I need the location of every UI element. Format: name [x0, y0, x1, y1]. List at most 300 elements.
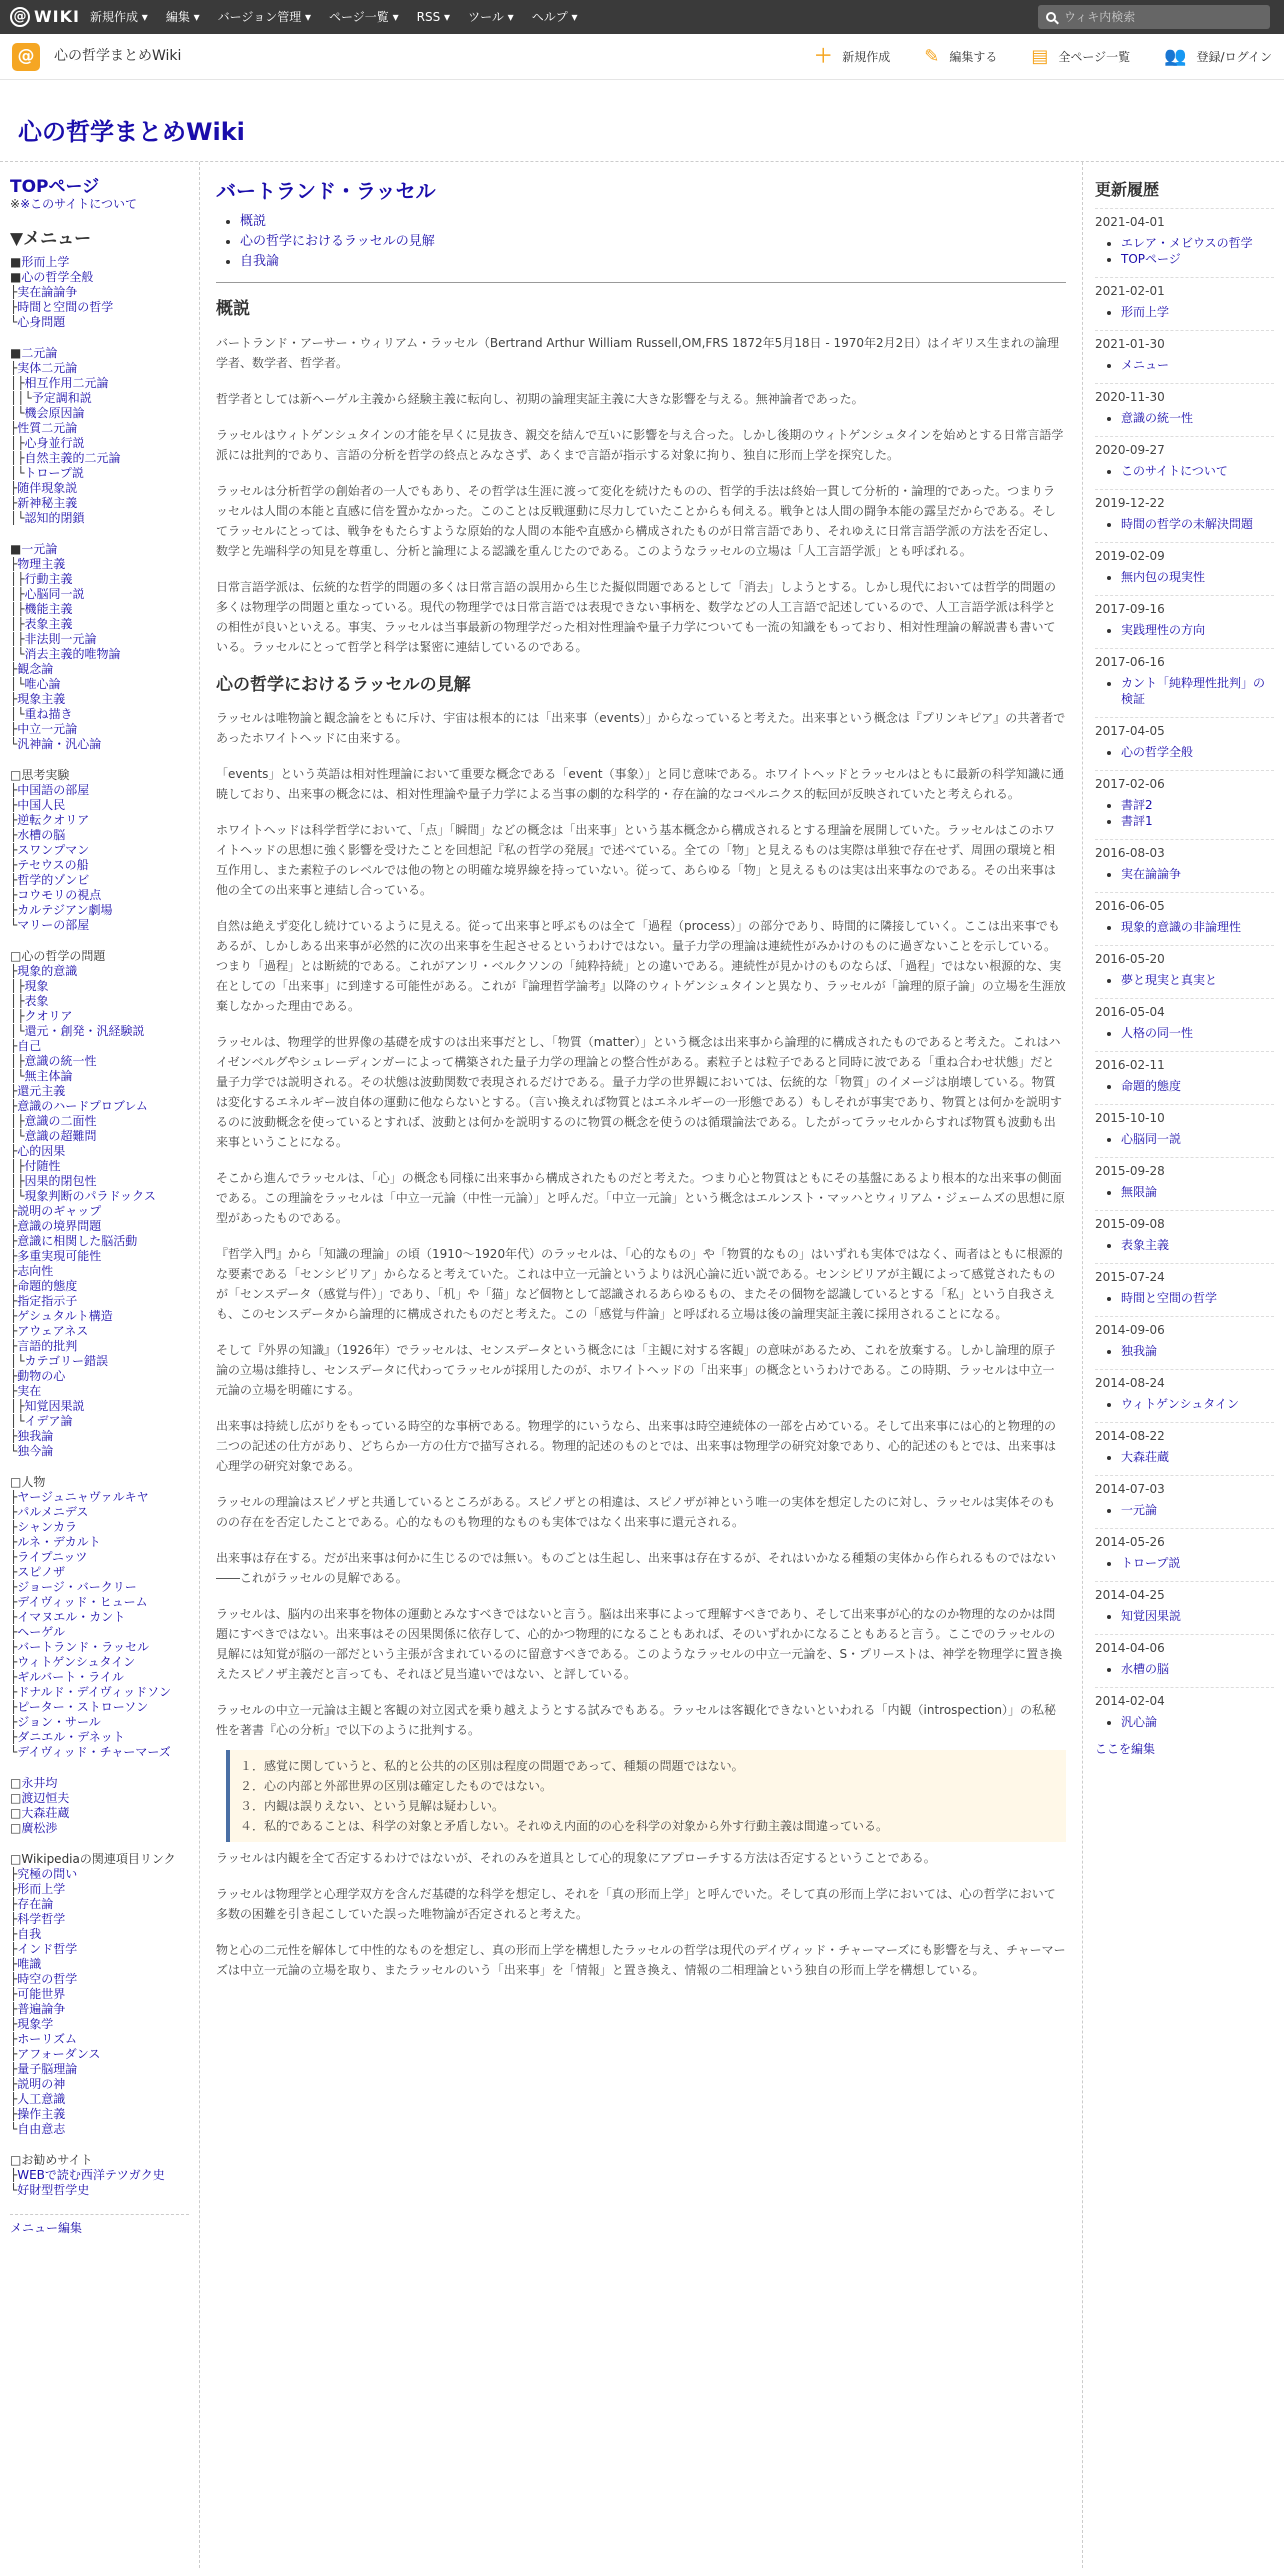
paragraph: 物と心の二元性を解体して中性的なものを想定し、真の形而上学を構想したラッセルの哲学は現代のデイヴィッド・チャーマーズにも影響を与え、チャーマーズは中立一元論の立場を取り、またラッセルのいう「出来事」を「情報」と置き換え、情報の二相理論という独自の形而上学を構想している。	[216, 1943, 1066, 1977]
sidebar-link[interactable]: イデア論	[24, 1414, 73, 1428]
sidebar-group-label: 心の哲学の問題	[21, 949, 106, 963]
sidebar-link[interactable]: 予定調和説	[31, 391, 92, 405]
sidebar-link[interactable]: 心の哲学全般	[21, 270, 94, 284]
sidebar-item	[10, 2062, 189, 2077]
recent-change-link[interactable]: 書評1	[1121, 814, 1153, 828]
recent-change-items	[1095, 1661, 1274, 1677]
sidebar-item	[10, 1655, 189, 1670]
sidebar-item	[10, 1535, 189, 1550]
recent-change-date: 2021-04-01	[1095, 208, 1274, 231]
sidebar-item	[10, 285, 189, 300]
sidebar-link[interactable]: 唯識	[17, 1957, 42, 1971]
tree-marker: ├	[10, 813, 18, 827]
sidebar-item	[10, 1309, 189, 1324]
recent-change-item	[1121, 1608, 1274, 1624]
recent-change-date: 2015-09-08	[1095, 1210, 1274, 1233]
tree-marker: ├	[10, 1610, 18, 1624]
sidebar-link[interactable]: 中立一元論	[17, 722, 78, 736]
tree-marker: │├	[10, 602, 25, 616]
new-page-button[interactable]	[814, 48, 890, 66]
sidebar-link[interactable]: 量子脳理論	[17, 2062, 78, 2076]
sidebar-item	[10, 1204, 189, 1219]
sidebar-group-label: 思考実験	[21, 768, 70, 782]
sidebar-link[interactable]: 好財型哲学史	[17, 2183, 90, 2197]
recent-change-link[interactable]: 知覚因果説	[1121, 1609, 1182, 1623]
sidebar-link[interactable]: アウェアネス	[17, 1324, 89, 1338]
recent-change-link[interactable]: 水槽の脳	[1121, 1662, 1170, 1676]
paragraph: ラッセルは唯物論と観念論をともに斥け、宇宙は根本的には「出来事（events）」からなっていると考えた。出来事という概念は『プリンキピア』の共著者であったホワイトヘッドに由来する。	[216, 711, 1066, 745]
recent-change-items	[1095, 357, 1274, 373]
recent-change-link[interactable]: 無内包の現実性	[1121, 570, 1206, 584]
site-logo-icon[interactable]: @	[12, 43, 40, 71]
recent-change-link[interactable]: 汎心論	[1121, 1715, 1158, 1729]
sidebar-link[interactable]: 意識の二面性	[24, 1114, 97, 1128]
sidebar-link[interactable]: 時間と空間の哲学	[17, 300, 114, 314]
recent-change-link[interactable]: 実在論論争	[1121, 867, 1182, 881]
recent-change-item	[1121, 463, 1274, 479]
right-sidebar	[1082, 162, 1284, 2568]
all-pages-button[interactable]	[1031, 48, 1130, 66]
sidebar-link[interactable]: カテゴリー錯誤	[24, 1354, 108, 1368]
tree-marker: │└	[10, 466, 25, 480]
paragraph: 哲学者としては新ヘーゲル主義から経験主義に転向し、初期の論理実証主義に大きな影響を与える。無神論者であった。	[216, 391, 864, 406]
sidebar-item	[10, 1279, 189, 1294]
sidebar-item	[10, 1069, 189, 1084]
sidebar-link[interactable]: 知覚因果説	[24, 1399, 85, 1413]
recent-change-item	[1121, 1131, 1274, 1147]
site-name[interactable]: 心の哲学まとめWiki	[54, 48, 182, 64]
sidebar-item	[10, 511, 189, 526]
sidebar-link[interactable]: イマヌエル・カント	[17, 1610, 126, 1624]
sidebar-link[interactable]: 究極の問い	[17, 1867, 78, 1881]
menu-version[interactable]: バージョン管理 ▾	[218, 8, 311, 26]
tree-marker: ├	[10, 1520, 18, 1534]
sidebar-link[interactable]: マリーの部屋	[17, 918, 90, 932]
toc-link[interactable]: 概説	[240, 214, 267, 229]
sidebar-item	[10, 346, 189, 361]
logo-text: WIKI	[34, 7, 80, 26]
sidebar-link[interactable]: WEBで読む西洋テツガク史	[17, 2168, 165, 2182]
sidebar-link[interactable]: ギルバート・ライル	[17, 1670, 124, 1684]
sidebar-link[interactable]: 表象主義	[24, 617, 73, 631]
sidebar-link[interactable]: 実在	[17, 1384, 42, 1398]
tree-marker: ├	[10, 1505, 18, 1519]
sidebar-link[interactable]: クオリア	[24, 1009, 73, 1023]
toc-link[interactable]: 心の哲学におけるラッセルの見解	[240, 234, 435, 249]
recent-changes-heading: 更新履歴	[1095, 180, 1160, 199]
user-add-icon: 👥	[1164, 46, 1187, 67]
recent-change-link[interactable]: メニュー	[1121, 358, 1170, 372]
quote-line: １．感覚に関していうと、私的と公共的の区別は程度の問題であって、種類の問題ではない。	[240, 1759, 744, 1773]
sidebar-item	[10, 2092, 189, 2107]
sidebar-link[interactable]: 中国人民	[17, 798, 66, 812]
sidebar-link[interactable]: 現象判断のパラドックス	[24, 1189, 156, 1203]
recent-change-link[interactable]: 夢と現実と真実と	[1121, 973, 1218, 987]
edit-button[interactable]	[924, 48, 997, 66]
sidebar-item	[10, 1144, 189, 1159]
wiki-header	[0, 80, 1284, 162]
sidebar-link[interactable]: 形而上学	[17, 1882, 66, 1896]
sidebar-item	[10, 1324, 189, 1339]
recent-change-item	[1121, 235, 1274, 251]
sidebar-link[interactable]: 心脳同一説	[24, 587, 85, 601]
recent-change-link[interactable]: このサイトについて	[1121, 464, 1228, 478]
sidebar-link[interactable]: ヘーゲル	[17, 1625, 65, 1639]
recent-change-link[interactable]: 一元論	[1121, 1503, 1158, 1517]
sidebar-link[interactable]: ジョージ・バークリー	[17, 1580, 137, 1594]
sidebar-link[interactable]: 意識の統一性	[24, 1054, 97, 1068]
sidebar-link[interactable]: 指定指示子	[17, 1294, 78, 1308]
sidebar-link[interactable]: 大森荘蔵	[21, 1806, 70, 1820]
tree-marker: ├	[10, 1927, 18, 1941]
menu-page-list[interactable]: ページ一覧 ▾	[329, 8, 399, 26]
tree-marker: ├	[10, 1219, 18, 1233]
sidebar-link[interactable]: 自由意志	[17, 2122, 66, 2136]
sidebar-link[interactable]: 因果的閉包性	[24, 1174, 97, 1188]
sidebar-link[interactable]: 水槽の脳	[17, 828, 66, 842]
sidebar-link[interactable]: 機能主義	[24, 602, 73, 616]
sidebar-item	[10, 1294, 189, 1309]
sidebar-link[interactable]: ルネ・デカルト	[17, 1535, 101, 1549]
recent-change-item	[1121, 866, 1274, 882]
recent-change-date: 2020-11-30	[1095, 383, 1274, 406]
sidebar-link[interactable]: 物理主義	[17, 557, 66, 571]
sidebar-link[interactable]: ライプニッツ	[17, 1550, 88, 1564]
tree-marker: ├	[10, 1234, 18, 1248]
sidebar-item	[10, 1354, 189, 1369]
tree-marker: ├	[10, 2032, 18, 2046]
sidebar-link[interactable]: 付随性	[24, 1159, 61, 1173]
recent-change-item	[1121, 1449, 1274, 1465]
sidebar-link[interactable]: 現象学	[17, 2017, 54, 2031]
sidebar-item	[10, 1927, 189, 1942]
sidebar-link[interactable]: デイヴィッド・チャーマーズ	[17, 1745, 171, 1759]
edit-label: 編集する	[949, 50, 998, 64]
sidebar-link[interactable]: 哲学的ゾンビ	[17, 873, 90, 887]
sidebar-link[interactable]: 時空の哲学	[17, 1972, 78, 1986]
search-icon	[1046, 12, 1056, 22]
sidebar-link[interactable]: 観念論	[17, 662, 54, 676]
recent-change-entry	[1095, 1104, 1274, 1147]
sidebar-group	[10, 768, 189, 933]
menu-edit[interactable]: 編集 ▾	[166, 8, 200, 26]
sidebar-item	[10, 300, 189, 315]
recent-change-link[interactable]: エレア・メビウスの哲学	[1121, 236, 1253, 250]
tree-marker: │└	[10, 406, 25, 420]
plus-icon: ＋	[814, 46, 833, 67]
paragraph: そこから進んでラッセルは、「心」の概念も同様に出来事から構成されたものだと考えた。つまり心と物質はともにその基盤にあるより根本的な出来事の側面である。この理論をラッセルは「中立一元論（中性一元論）」と呼んだ。「中立一元論」という概念はエルンスト・マッハとウィリアム・ジェームズの思想に原型があったものである。	[216, 1171, 1065, 1225]
sidebar-link[interactable]: 独今論	[17, 1444, 54, 1458]
sidebar-link[interactable]: ホーリズム	[17, 2032, 77, 2046]
sidebar-link[interactable]: 説明のギャップ	[17, 1204, 102, 1218]
wiki-logo[interactable]	[10, 5, 80, 29]
login-button[interactable]	[1164, 48, 1272, 66]
tree-marker: ├	[10, 1565, 18, 1579]
sidebar-link[interactable]: 意識のハードプロブレム	[17, 1099, 148, 1113]
sidebar-link[interactable]: 廣松渉	[21, 1821, 58, 1835]
sidebar-link[interactable]: 独我論	[17, 1429, 54, 1443]
sidebar-item	[10, 888, 189, 903]
sidebar-link[interactable]: 永井均	[21, 1776, 58, 1790]
sidebar-link[interactable]: 可能世界	[17, 1987, 66, 2001]
edit-here-link[interactable]: ここを編集	[1095, 1742, 1156, 1756]
sidebar-link[interactable]: 科学哲学	[17, 1912, 66, 1926]
sidebar-link[interactable]: 新神秘主義	[17, 496, 78, 510]
sidebar-item	[10, 1024, 189, 1039]
sidebar-link[interactable]: 実在論論争	[17, 285, 78, 299]
sidebar-link[interactable]: デイヴィッド・ヒューム	[17, 1595, 148, 1609]
sidebar-item	[10, 1264, 189, 1279]
sidebar-link[interactable]: ヤージュニャヴァルキヤ	[17, 1490, 149, 1504]
sidebar-item	[10, 2032, 189, 2047]
sidebar-link[interactable]: 機会原因論	[24, 406, 85, 420]
sidebar-link[interactable]: 現象	[24, 979, 49, 993]
new-page-label: 新規作成	[842, 50, 891, 64]
sidebar-link[interactable]: 中国語の部屋	[17, 783, 90, 797]
sidebar-link[interactable]: アフォーダンス	[17, 2047, 101, 2061]
sidebar-link[interactable]: 心的因果	[17, 1144, 66, 1158]
sidebar-link[interactable]: 一元論	[21, 542, 58, 556]
recent-change-link[interactable]: 無限論	[1121, 1185, 1158, 1199]
recent-change-date: 2016-05-04	[1095, 998, 1274, 1021]
sidebar-link[interactable]: ゲシュタルト構造	[17, 1309, 113, 1323]
site-actions	[814, 34, 1272, 80]
tree-marker: │├	[10, 436, 25, 450]
sidebar-item	[10, 768, 189, 783]
sidebar-item	[10, 647, 189, 662]
recent-change-items	[1095, 972, 1274, 988]
tree-marker: □	[10, 1776, 22, 1790]
sidebar-item	[10, 1369, 189, 1384]
recent-change-link[interactable]: 意識の統一性	[1121, 411, 1194, 425]
recent-change-link[interactable]: TOPページ	[1121, 252, 1181, 266]
tree-marker: ├	[10, 798, 18, 812]
sidebar-link[interactable]: スワンプマン	[17, 843, 90, 857]
sidebar-link[interactable]: 命題的態度	[17, 1279, 78, 1293]
recent-change-link[interactable]: 時間の哲学の未解決問題	[1121, 517, 1254, 531]
sidebar-link[interactable]: パルメニデス	[17, 1505, 89, 1519]
sidebar-item	[10, 1882, 189, 1897]
tree-marker: ├	[10, 964, 18, 978]
sidebar-link[interactable]: 実体二元論	[17, 361, 78, 375]
sidebar-link[interactable]: 消去主義的唯物論	[24, 647, 121, 661]
search-input[interactable]	[1038, 5, 1270, 29]
site-bar	[0, 34, 1284, 80]
recent-change-link[interactable]: 人格の同一性	[1121, 1026, 1194, 1040]
at-logo-icon: @	[10, 7, 30, 27]
sidebar-link[interactable]: 非法則一元論	[24, 632, 97, 646]
recent-change-items	[1095, 1343, 1274, 1359]
recent-change-link[interactable]: 実践理性の方向	[1121, 623, 1206, 637]
sidebar-group	[10, 1776, 189, 1836]
sidebar-link[interactable]: 無主体論	[24, 1069, 73, 1083]
quote-line: ２．心の内部と外部世界の区別は確定したものではない。	[240, 1779, 553, 1793]
recent-change-link[interactable]: ウィトゲンシュタイン	[1121, 1397, 1240, 1411]
tree-marker: ├	[10, 1595, 18, 1609]
sidebar-item	[10, 1610, 189, 1625]
sidebar-link[interactable]: ピーター・ストローソン	[17, 1700, 149, 1714]
sidebar-link[interactable]: シャンカラ	[17, 1520, 77, 1534]
sidebar-link[interactable]: 重ね描き	[24, 707, 73, 721]
sidebar-link[interactable]: 現象主義	[17, 692, 66, 706]
recent-change-link[interactable]: カント「純粋理性批判」の検証	[1121, 676, 1266, 706]
menu-edit-link[interactable]: メニュー編集	[10, 2214, 189, 2236]
sidebar-link[interactable]: コウモリの視点	[17, 888, 102, 902]
sidebar-link[interactable]: 自我	[17, 1927, 42, 1941]
tree-marker: ├	[10, 361, 18, 375]
sidebar-item	[10, 979, 189, 994]
sidebar-link[interactable]: 操作主義	[17, 2107, 66, 2121]
sidebar-item	[10, 602, 189, 617]
sidebar-link[interactable]: 還元主義	[17, 1084, 66, 1098]
sidebar-item	[10, 1821, 189, 1836]
menu-help[interactable]: ヘルプ ▾	[532, 8, 578, 26]
sidebar-link[interactable]: 形而上学	[21, 255, 70, 269]
about-link: ※※このサイトについて	[10, 197, 138, 211]
sidebar-link[interactable]: 現象的意識	[17, 964, 78, 978]
tree-marker: ├	[10, 1550, 18, 1564]
about-link-text[interactable]: ※このサイトについて	[20, 197, 138, 211]
tree-marker: ││└	[10, 391, 32, 405]
sidebar-link[interactable]: 自己	[17, 1039, 42, 1053]
sidebar-link[interactable]: 表象	[24, 994, 49, 1008]
sidebar-link[interactable]: 意識の境界問題	[17, 1219, 102, 1233]
sidebar-link[interactable]: 認知的閉鎖	[24, 511, 85, 525]
recent-change-link[interactable]: 時間と空間の哲学	[1121, 1291, 1218, 1305]
menu-tools[interactable]: ツール ▾	[468, 8, 514, 26]
wiki-title[interactable]: 心の哲学まとめWiki	[18, 118, 245, 146]
sidebar-link[interactable]: 動物の心	[17, 1369, 66, 1383]
tree-marker: ├	[10, 1324, 18, 1338]
recent-change-link[interactable]: 命題的態度	[1121, 1079, 1182, 1093]
sidebar-link[interactable]: バートランド・ラッセル	[17, 1640, 149, 1654]
recent-change-link[interactable]: トロープ説	[1121, 1556, 1181, 1570]
sidebar-item	[10, 1580, 189, 1595]
sidebar-item	[10, 2017, 189, 2032]
sidebar-link[interactable]: 人工意識	[17, 2092, 66, 2106]
recent-change-item	[1121, 1025, 1274, 1041]
sidebar-item	[10, 873, 189, 888]
sidebar-link[interactable]: 逆転クオリア	[17, 813, 90, 827]
sidebar-link[interactable]: 意識の超難問	[24, 1129, 97, 1143]
recent-change-date: 2016-02-11	[1095, 1051, 1274, 1074]
sidebar-link[interactable]: 心身問題	[17, 315, 66, 329]
sidebar-link[interactable]: 性質二元論	[17, 421, 78, 435]
sidebar-link[interactable]: ドナルド・デイヴィッドソン	[17, 1685, 172, 1699]
sidebar-link[interactable]: 意識に相関した脳活動	[17, 1234, 138, 1248]
sidebar-link[interactable]: 説明の神	[17, 2077, 66, 2091]
sidebar-item	[10, 994, 189, 1009]
sidebar-link[interactable]: ウィトゲンシュタイン	[17, 1655, 136, 1669]
sidebar-link[interactable]: テセウスの船	[17, 858, 89, 872]
tree-marker: │├	[10, 572, 25, 586]
sidebar-link[interactable]: 汎神論・汎心論	[17, 737, 102, 751]
edit-here-link-wrap	[1095, 1740, 1274, 1758]
sidebar-item	[10, 1384, 189, 1399]
sidebar-link[interactable]: 唯心論	[24, 677, 61, 691]
recent-change-items	[1095, 1555, 1274, 1571]
toc-item	[240, 232, 1066, 252]
recent-change-entry	[1095, 595, 1274, 638]
recent-change-link[interactable]: 形而上学	[1121, 305, 1170, 319]
recent-change-item	[1121, 304, 1274, 320]
sidebar-link[interactable]: 普遍論争	[17, 2002, 66, 2016]
sidebar-item	[10, 813, 189, 828]
sidebar-link[interactable]: トロープ説	[24, 466, 84, 480]
sidebar-item	[10, 858, 189, 873]
recent-change-date: 2014-04-25	[1095, 1581, 1274, 1604]
recent-change-item	[1121, 410, 1274, 426]
recent-change-entry	[1095, 1528, 1274, 1571]
recent-change-link[interactable]: 書評2	[1121, 798, 1153, 812]
paragraph: ラッセルは分析哲学の創始者の一人でもあり、その哲学は生涯に渡って変化を続けたものの、哲学的手法は終始一貫して分析的・論理的であった。つまりラッセルは人間の本能と直感に信を置かなかった。このことは反戦運動に尽力していたことからも伺える。戦争とは人間の闘争本能の露呈だからである。そしてラッセルにとっては、戦争をもたらすような原始的な人間の本能や直感から構成されたものが日常言語であり、それゆえに日常言語学派の方法を否定し、数学と先端科学の知見を尊重し、分析と論理による認識を重んじたのである。このようなラッセルの立場は「人工言語学派」とも呼ばれる。	[216, 483, 1056, 558]
recent-change-date: 2014-04-06	[1095, 1634, 1274, 1657]
tree-marker: ├	[10, 1099, 18, 1113]
sidebar-link[interactable]: ダニエル・デネット	[17, 1730, 125, 1744]
sidebar-link[interactable]: インド哲学	[17, 1942, 78, 1956]
toc-link[interactable]: 自我論	[240, 254, 280, 269]
sidebar-link[interactable]: 多重実現可能性	[17, 1249, 102, 1263]
sidebar-link[interactable]: 随伴現象説	[17, 481, 78, 495]
sidebar-item	[10, 707, 189, 722]
recent-change-link[interactable]: 大森荘蔵	[1121, 1450, 1170, 1464]
tree-marker: │├	[10, 1054, 25, 1068]
sidebar-item	[10, 1730, 189, 1745]
sidebar-link[interactable]: 二元論	[21, 346, 58, 360]
menu-new[interactable]: 新規作成 ▾	[90, 8, 148, 26]
sidebar-link[interactable]: 志向性	[17, 1264, 54, 1278]
quote-line: ３．内観は誤りえない、という見解は疑わしい。	[240, 1799, 505, 1813]
sidebar-link[interactable]: スピノザ	[17, 1565, 66, 1579]
tree-marker: ├	[10, 1144, 18, 1158]
tree-marker: │└	[10, 1024, 25, 1038]
sidebar-group	[10, 949, 189, 1459]
sidebar-item	[10, 2002, 189, 2017]
recent-change-entry	[1095, 1369, 1274, 1412]
sidebar-link[interactable]: カルテジアン劇場	[17, 903, 113, 917]
sidebar-link[interactable]: 渡辺恒夫	[21, 1791, 70, 1805]
recent-change-entry	[1095, 1210, 1274, 1253]
recent-change-link[interactable]: 独我論	[1121, 1344, 1158, 1358]
sidebar-link[interactable]: 心身並行説	[24, 436, 85, 450]
sidebar-link[interactable]: ジョン・サール	[17, 1715, 101, 1729]
paragraph: ラッセルは内観を全て否定するわけではないが、それのみを道具として心的現象にアプローチする方法は否定するということである。	[216, 1851, 936, 1865]
sidebar-link[interactable]: 還元・創発・汎経験説	[24, 1024, 145, 1038]
tree-marker: │├	[10, 617, 25, 631]
toc-item	[240, 252, 1066, 272]
sidebar-item	[10, 361, 189, 376]
tree-marker: │└	[10, 1354, 25, 1368]
recent-change-link[interactable]: 心の哲学全般	[1121, 745, 1194, 759]
recent-change-link[interactable]: 心脳同一説	[1121, 1132, 1182, 1146]
recent-change-items	[1095, 410, 1274, 426]
top-page-link[interactable]: TOPページ	[10, 177, 100, 197]
sidebar-link[interactable]: 行動主義	[24, 572, 73, 586]
paragraph: ラッセルはウィトゲンシュタインの才能を早くに見抜き、親交を結んで互いに影響を与え合った。しかし後期のウィトゲンシュタインを始めとする日常言語学派には批判的であり、言語の分析を哲学の終点とみなさず、あくまで言語が指示する対象に拘り、独自に形而上学を探究した。	[216, 427, 1064, 462]
sidebar-link[interactable]: 相互作用二元論	[24, 376, 109, 390]
sidebar-link[interactable]: 言語的批判	[17, 1339, 78, 1353]
sidebar-item	[10, 1414, 189, 1429]
tree-marker: ├	[10, 1715, 18, 1729]
sidebar-link[interactable]: 存在論	[17, 1897, 54, 1911]
tree-marker: ├	[10, 1640, 18, 1654]
recent-change-entry	[1095, 542, 1274, 585]
recent-change-link[interactable]: 現象的意識の非論理性	[1121, 920, 1242, 934]
menu-rss[interactable]: RSS ▾	[417, 8, 450, 26]
sidebar-link[interactable]: 自然主義的二元論	[24, 451, 121, 465]
sidebar-item	[10, 1867, 189, 1882]
recent-change-link[interactable]: 表象主義	[1121, 1238, 1170, 1252]
